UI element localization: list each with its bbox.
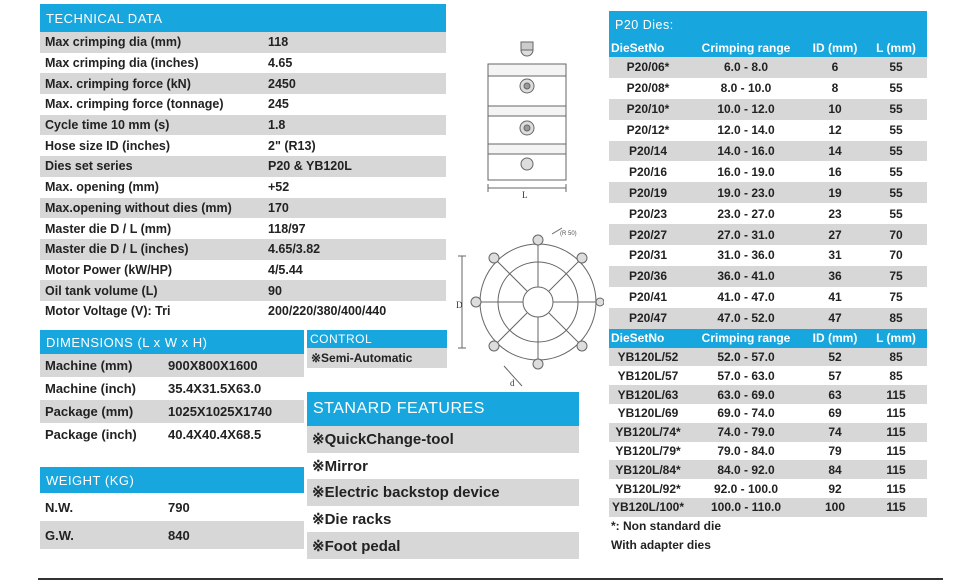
- die-row: [609, 120, 927, 141]
- side-drawing-label-l: L: [522, 190, 528, 200]
- die-cell: 84.0 - 92.0: [717, 462, 775, 477]
- front-drawing-label-radius: (R 50): [560, 231, 577, 237]
- die-cell: P20/47: [628, 311, 668, 326]
- die-cell: YB120L/100*: [611, 500, 685, 515]
- technical-label: Max crimping dia (mm): [45, 35, 182, 50]
- die-cell: 92: [828, 481, 842, 496]
- technical-label: Max. crimping force (kN): [45, 76, 191, 91]
- dimensions-label: Machine (inch): [45, 381, 137, 396]
- die-row: [609, 224, 927, 245]
- feature-item: ※Foot pedal: [307, 532, 579, 559]
- die-cell: 69: [828, 406, 842, 421]
- technical-value: 90: [268, 283, 282, 298]
- die-cell: 63.0 - 69.0: [717, 387, 775, 402]
- weight-value: 840: [168, 527, 190, 543]
- die-row: [609, 460, 927, 479]
- die-cell: P20/41: [628, 290, 668, 305]
- control-box: [307, 330, 447, 368]
- technical-data-header: TECHNICAL DATA: [40, 4, 446, 32]
- control-header: CONTROL: [307, 330, 447, 348]
- technical-row: [40, 239, 446, 260]
- die-cell: P20/08*: [626, 81, 670, 96]
- die-cell: YB120L/69: [617, 406, 679, 421]
- die-cell: 12.0 - 14.0: [717, 123, 775, 138]
- dimensions-table: [40, 330, 304, 446]
- die-row: [609, 245, 927, 266]
- bottom-rule: [38, 578, 943, 580]
- die-row: [609, 287, 927, 308]
- col-header-length: L (mm): [876, 40, 916, 55]
- technical-label: Max crimping dia (inches): [45, 56, 199, 71]
- die-row: [609, 498, 927, 517]
- die-cell: 85: [889, 368, 903, 383]
- technical-row: [40, 73, 446, 94]
- die-cell: 36.0 - 41.0: [717, 269, 775, 284]
- technical-label: Hose size ID (inches): [45, 138, 171, 153]
- control-value: ※Semi-Automatic: [307, 348, 447, 368]
- yb-rows: [609, 348, 927, 517]
- dimensions-label: Machine (mm): [45, 358, 133, 373]
- die-row: [609, 308, 927, 329]
- die-cell: 55: [889, 123, 903, 138]
- die-cell: 12: [828, 123, 842, 138]
- die-cell: P20/06*: [626, 60, 670, 75]
- die-cell: 52.0 - 57.0: [717, 349, 775, 364]
- technical-value: 200/220/380/400/440: [268, 304, 387, 319]
- dies-note-adapter: With adapter dies: [611, 538, 711, 553]
- technical-value: P20 & YB120L: [268, 159, 352, 174]
- weight-row: [40, 521, 304, 549]
- die-cell: 100: [824, 500, 846, 515]
- technical-row: [40, 94, 446, 115]
- technical-row: [40, 198, 446, 219]
- p20-column-headers: [609, 38, 927, 57]
- technical-value: 118: [268, 35, 289, 50]
- technical-label: Cycle time 10 mm (s): [45, 118, 170, 133]
- col-header-id: ID (mm): [812, 331, 858, 346]
- dimensions-row: [40, 377, 304, 400]
- die-cell: 19.0 - 23.0: [717, 185, 775, 200]
- die-cell: 27: [828, 227, 842, 242]
- weight-value: 790: [168, 499, 190, 515]
- dimensions-rows: [40, 354, 304, 446]
- die-cell: 55: [889, 60, 903, 75]
- technical-row: [40, 218, 446, 239]
- features-header: STANARD FEATURES: [307, 392, 579, 426]
- col-header-range: Crimping range: [701, 40, 791, 55]
- technical-row: [40, 280, 446, 301]
- die-cell: 31: [828, 248, 842, 263]
- die-cell: 6.0 - 8.0: [723, 60, 769, 75]
- technical-label: Max.opening without dies (mm): [45, 200, 232, 215]
- die-cell: 74: [828, 425, 842, 440]
- die-cell: 57.0 - 63.0: [717, 368, 775, 383]
- die-cell: 23: [828, 206, 842, 221]
- die-cell: 6: [831, 60, 839, 75]
- die-cell: 75: [889, 269, 903, 284]
- die-row: [609, 423, 927, 442]
- dimensions-value: 900X800X1600: [168, 358, 258, 373]
- die-cell: P20/10*: [626, 102, 670, 117]
- die-cell: 75: [889, 290, 903, 305]
- weight-row: [40, 493, 304, 521]
- dimensions-row: [40, 354, 304, 377]
- feature-item: ※QuickChange-tool: [307, 426, 579, 453]
- die-cell: 10: [828, 102, 842, 117]
- die-row: [609, 442, 927, 461]
- technical-label: Motor Power (kW/HP): [45, 262, 173, 277]
- technical-row: [40, 115, 446, 136]
- dies-header: P20 Dies:: [609, 11, 927, 38]
- technical-value: 2" (R13): [268, 138, 316, 153]
- die-cell: 115: [886, 406, 906, 421]
- weight-header: WEIGHT (KG): [40, 467, 304, 493]
- die-cell: YB120L/57: [617, 368, 679, 383]
- die-cell: 115: [886, 462, 906, 477]
- die-cell: YB120L/52: [617, 349, 679, 364]
- die-cell: 16: [828, 164, 842, 179]
- die-cell: 115: [886, 425, 906, 440]
- die-cell: 55: [889, 102, 903, 117]
- die-cell: 47: [828, 311, 842, 326]
- die-cell: YB120L/79*: [615, 443, 681, 458]
- front-drawing-label-small-d: d: [510, 378, 515, 388]
- die-cell: 84: [828, 462, 842, 477]
- die-cell: 74.0 - 79.0: [717, 425, 775, 440]
- die-row: [609, 366, 927, 385]
- die-cell: 19: [828, 185, 842, 200]
- die-cell: 92.0 - 100.0: [713, 481, 779, 496]
- die-cell: 115: [886, 443, 906, 458]
- die-cell: 69.0 - 74.0: [717, 406, 775, 421]
- standard-features: [307, 392, 579, 559]
- dimensions-label: Package (mm): [45, 404, 134, 419]
- die-cell: P20/23: [628, 206, 668, 221]
- technical-value: 4.65/3.82: [268, 242, 321, 257]
- die-cell: YB120L/63: [617, 387, 679, 402]
- die-row: [609, 385, 927, 404]
- dimensions-value: 40.4X40.4X68.5: [168, 427, 262, 442]
- features-list: [307, 426, 579, 559]
- die-cell: 47.0 - 52.0: [717, 311, 775, 326]
- die-row: [609, 479, 927, 498]
- technical-label: Master die D / L (mm): [45, 221, 172, 236]
- feature-item: ※Die racks: [307, 506, 579, 533]
- feature-item: ※Electric backstop device: [307, 479, 579, 506]
- die-cell: 57: [828, 368, 842, 383]
- technical-row: [40, 301, 446, 322]
- technical-label: Oil tank volume (L): [45, 283, 158, 298]
- die-cell: 55: [889, 144, 903, 158]
- weight-table: [40, 467, 304, 549]
- dimensions-row: [40, 400, 304, 423]
- die-cell: YB120L/84*: [615, 462, 681, 477]
- dies-table: [609, 11, 927, 555]
- die-cell: 8.0 - 10.0: [720, 81, 772, 96]
- technical-value: 170: [268, 200, 289, 215]
- technical-label: Dies set series: [45, 159, 133, 174]
- die-cell: P20/36: [628, 269, 668, 284]
- die-cell: 27.0 - 31.0: [717, 227, 775, 242]
- die-cell: 14: [828, 144, 842, 158]
- technical-label: Motor Voltage (V): Tri: [45, 304, 171, 319]
- technical-row: [40, 156, 446, 177]
- die-cell: P20/27: [628, 227, 668, 242]
- weight-label: G.W.: [45, 527, 74, 543]
- feature-item: ※Mirror: [307, 453, 579, 480]
- die-cell: 85: [889, 311, 903, 326]
- die-cell: 10.0 - 12.0: [717, 102, 775, 117]
- technical-row: [40, 32, 446, 53]
- die-holder-front-drawing: [452, 226, 604, 396]
- die-cell: 79: [828, 443, 842, 458]
- die-cell: 31.0 - 36.0: [717, 248, 775, 263]
- die-holder-side-drawing: [482, 38, 572, 200]
- front-drawing-label-d: D: [456, 300, 463, 310]
- die-cell: P20/14: [628, 144, 668, 158]
- die-cell: P20/12*: [626, 123, 670, 138]
- technical-value: 2450: [268, 76, 296, 91]
- die-cell: 14.0 - 16.0: [717, 144, 775, 158]
- die-row: [609, 161, 927, 182]
- technical-label: Master die D / L (inches): [45, 242, 189, 257]
- technical-value: +52: [268, 180, 290, 195]
- die-row: [609, 78, 927, 99]
- die-row: [609, 266, 927, 287]
- die-cell: 52: [828, 349, 842, 364]
- die-cell: 115: [886, 387, 906, 402]
- technical-row: [40, 177, 446, 198]
- die-cell: 41.0 - 47.0: [717, 290, 775, 305]
- die-row: [609, 182, 927, 203]
- col-header-id: ID (mm): [812, 40, 858, 55]
- technical-row: [40, 135, 446, 156]
- die-cell: 16.0 - 19.0: [717, 164, 775, 179]
- die-row: [609, 57, 927, 78]
- die-cell: P20/16: [628, 164, 668, 179]
- die-row: [609, 141, 927, 162]
- die-cell: 36: [828, 269, 842, 284]
- technical-row: [40, 260, 446, 281]
- die-row: [609, 99, 927, 120]
- dimensions-label: Package (inch): [45, 427, 137, 442]
- die-cell: YB120L/74*: [615, 425, 681, 440]
- p20-rows: [609, 57, 927, 329]
- col-header-dieset: DieSetNo: [611, 331, 665, 346]
- dimensions-value: 1025X1025X1740: [168, 404, 273, 419]
- die-cell: 115: [886, 500, 906, 515]
- die-cell: 55: [889, 81, 903, 96]
- col-header-range: Crimping range: [701, 331, 791, 346]
- dies-note-nonstandard: *: Non standard die: [611, 519, 722, 534]
- die-cell: 79.0 - 84.0: [717, 443, 775, 458]
- dimensions-value: 35.4X31.5X63.0: [168, 381, 262, 396]
- technical-value: 1.8: [268, 118, 286, 133]
- weight-label: N.W.: [45, 499, 74, 515]
- die-row: [609, 404, 927, 423]
- die-cell: 55: [889, 164, 903, 179]
- die-cell: 41: [828, 290, 842, 305]
- technical-label: Max. opening (mm): [45, 180, 159, 195]
- technical-data-table: [40, 4, 446, 322]
- technical-value: 245: [268, 97, 289, 112]
- technical-data-rows: [40, 32, 446, 322]
- die-cell: 55: [889, 185, 903, 200]
- die-cell: P20/19: [628, 185, 668, 200]
- die-cell: 85: [889, 349, 903, 364]
- col-header-dieset: DieSetNo: [611, 40, 665, 55]
- technical-row: [40, 53, 446, 74]
- die-cell: 55: [889, 206, 903, 221]
- dimensions-header: DIMENSIONS (L x W x H): [40, 330, 304, 354]
- die-cell: 63: [828, 387, 842, 402]
- die-cell: YB120L/92*: [615, 481, 681, 496]
- die-cell: 100.0 - 110.0: [710, 500, 782, 515]
- die-row: [609, 203, 927, 224]
- die-cell: 23.0 - 27.0: [717, 206, 775, 221]
- technical-value: 4.65: [268, 56, 293, 71]
- col-header-length: L (mm): [876, 331, 916, 346]
- die-row: [609, 348, 927, 367]
- technical-label: Max. crimping force (tonnage): [45, 97, 224, 112]
- die-cell: 70: [889, 248, 903, 263]
- weight-rows: [40, 493, 304, 549]
- yb-column-headers: [609, 329, 927, 348]
- die-cell: 8: [831, 81, 839, 96]
- technical-value: 4/5.44: [268, 262, 303, 277]
- die-cell: 70: [889, 227, 903, 242]
- die-cell: P20/31: [628, 248, 668, 263]
- dimensions-row: [40, 423, 304, 446]
- die-cell: 115: [886, 481, 906, 496]
- technical-value: 118/97: [268, 221, 306, 236]
